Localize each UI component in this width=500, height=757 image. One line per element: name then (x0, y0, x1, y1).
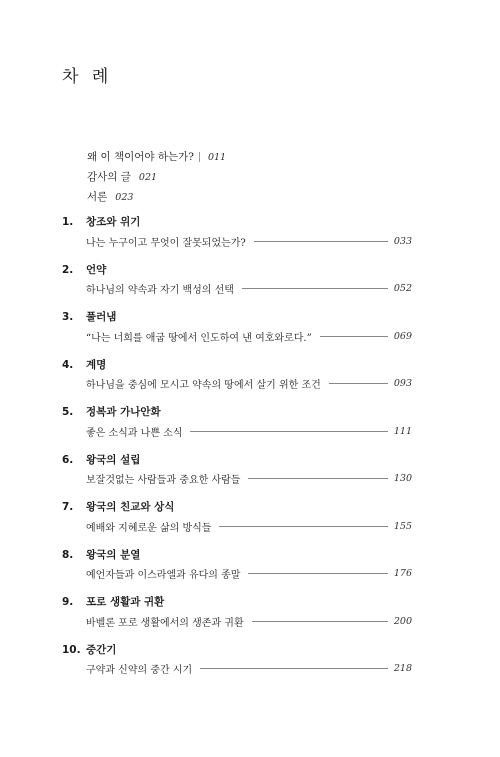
chapter-heading (62, 355, 412, 375)
page-number: 176 (393, 568, 412, 579)
chapter-number: 4. (62, 358, 74, 371)
chapter-entry[interactable] (62, 450, 412, 498)
chapter-subtitle: “나는 너희를 애굽 땅에서 인도하여 낸 여호와로다.” (86, 332, 312, 344)
separator-bar (199, 152, 200, 162)
chapter-subtitle-row (86, 660, 412, 678)
chapter-number: 1. (62, 216, 74, 228)
leader-line (248, 478, 387, 479)
chapter-title: 왕국의 친교와 상식 (86, 501, 175, 513)
chapter-heading (62, 260, 412, 280)
leader-line (248, 573, 387, 574)
chapter-subtitle: 예언자들과 이스라엘과 유다의 종말 (86, 570, 241, 581)
chapter-entry[interactable] (62, 307, 412, 355)
chapter-title: 풀러냄 (86, 311, 117, 323)
leader-line (329, 383, 388, 384)
leader-line (190, 431, 387, 432)
leader-line (242, 288, 388, 289)
chapter-title: 창조와 위기 (86, 216, 141, 228)
leader-line (254, 241, 388, 242)
chapter-number: 2. (62, 263, 74, 276)
chapter-number: 6. (62, 453, 74, 466)
page-title: 차 례 (62, 67, 113, 87)
chapter-list (62, 212, 412, 687)
chapter-entry[interactable] (62, 260, 412, 308)
front-matter-item[interactable] (87, 167, 226, 187)
chapter-entry[interactable] (62, 545, 412, 593)
page-number: 021 (138, 172, 158, 183)
front-matter (87, 147, 226, 207)
chapter-entry[interactable] (62, 402, 412, 450)
chapter-heading (62, 640, 412, 660)
chapter-heading (62, 212, 412, 232)
chapter-number: 7. (62, 501, 74, 513)
chapter-heading (62, 592, 412, 612)
page-number: 218 (393, 663, 412, 674)
chapter-number: 3. (62, 311, 74, 323)
chapter-subtitle-row (86, 232, 412, 250)
chapter-subtitle: 좋은 소식과 나쁜 소식 (86, 427, 183, 439)
chapter-number: 9. (62, 596, 74, 608)
chapter-title: 중간기 (86, 643, 117, 656)
leader-line (200, 668, 388, 669)
chapter-subtitle-row (86, 612, 412, 630)
chapter-subtitle: 보잘것없는 사람들과 중요한 사람들 (86, 475, 241, 486)
chapter-heading (62, 450, 412, 470)
page-number: 023 (115, 192, 134, 203)
page-number: 200 (393, 615, 412, 627)
chapter-heading (62, 497, 412, 517)
page-number: 155 (393, 520, 412, 532)
front-matter-item[interactable] (87, 187, 226, 207)
front-matter-label: 서론 (87, 191, 108, 203)
chapter-entry[interactable] (62, 212, 412, 260)
chapter-title: 계명 (86, 358, 107, 371)
page-number: 130 (393, 473, 412, 484)
chapter-subtitle: 바벨론 포로 생활에서의 생존과 귀환 (86, 617, 244, 629)
chapter-subtitle-row (86, 375, 412, 393)
page-number: 033 (393, 235, 412, 247)
chapter-subtitle: 구약과 신약의 중간 시기 (86, 665, 193, 676)
chapter-entry[interactable] (62, 497, 412, 545)
chapter-number: 5. (62, 406, 74, 418)
page-number: 052 (393, 283, 412, 294)
page-number: 111 (393, 425, 412, 437)
chapter-subtitle-row (86, 565, 412, 583)
chapter-subtitle: 예배와 지혜로운 삶의 방식들 (86, 522, 212, 534)
chapter-subtitle: 하나님의 약속과 자기 백성의 선택 (86, 285, 234, 296)
chapter-heading (62, 545, 412, 565)
page-number: 093 (393, 378, 412, 389)
chapter-subtitle-row (86, 327, 412, 345)
chapter-subtitle-row (86, 280, 412, 298)
chapter-entry[interactable] (62, 640, 412, 688)
chapter-subtitle-row (86, 517, 412, 535)
page-number: 069 (393, 330, 412, 342)
front-matter-label: 감사의 글 (87, 171, 131, 183)
chapter-heading (62, 402, 412, 422)
leader-line (219, 526, 387, 527)
page-number: 011 (207, 152, 227, 163)
chapter-title: 왕국의 설립 (86, 453, 141, 466)
chapter-title: 왕국의 분열 (86, 548, 141, 561)
chapter-title: 언약 (86, 263, 107, 276)
chapter-subtitle-row (86, 470, 412, 488)
chapter-subtitle: 나는 누구이고 무엇이 잘못되었는가? (86, 237, 246, 249)
chapter-title: 포로 생활과 귀환 (86, 596, 165, 608)
chapter-number: 10. (62, 643, 81, 656)
chapter-title: 정복과 가나안화 (86, 406, 161, 418)
leader-line (252, 621, 388, 622)
front-matter-label: 왜 이 책이어야 하는가? (87, 151, 194, 163)
chapter-entry[interactable] (62, 592, 412, 640)
chapter-number: 8. (62, 548, 74, 561)
chapter-subtitle-row (86, 422, 412, 440)
chapter-heading (62, 307, 412, 327)
front-matter-item[interactable] (87, 147, 226, 167)
leader-line (320, 336, 388, 337)
chapter-subtitle: 하나님을 중심에 모시고 약속의 땅에서 살기 위한 조건 (86, 380, 321, 391)
chapter-entry[interactable] (62, 355, 412, 403)
